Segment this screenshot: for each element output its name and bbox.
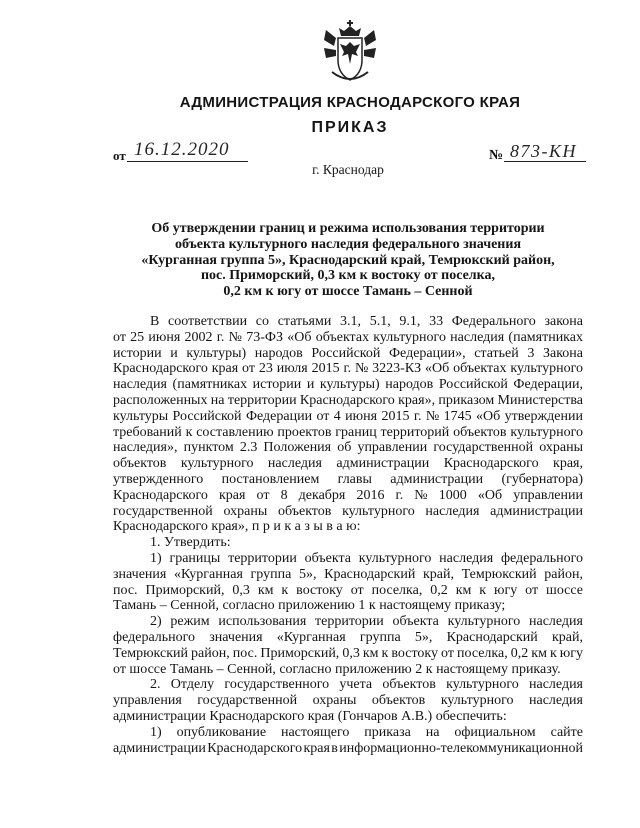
organization-name: АДМИНИСТРАЦИЯ КРАСНОДАРСКОГО КРАЯ <box>179 94 521 111</box>
title-line: объекта культурного наследия федерального значения <box>174 236 522 252</box>
body-line-text: культуры Российской Федерации от 4 июня 2015 г. № 1745 «Об утверждении <box>113 408 583 424</box>
body-line <box>113 472 583 488</box>
document-title <box>113 221 583 300</box>
body-line-text: пос. Приморский, 0,3 км к востоку от поселка, 0,2 км к югу от шоссе <box>113 582 583 598</box>
body-line-text: 1. Утвердить: <box>150 535 231 551</box>
body-line <box>113 393 583 409</box>
body-line <box>113 725 583 741</box>
body-line <box>113 409 583 425</box>
body-line-text: Краснодарского края от 23 июля 2015 г. № 3223-КЗ «Об объектах культурного <box>113 361 583 377</box>
body-line <box>113 519 583 535</box>
body-line-text: утвержденного постановлением главы администрации (губернатора) <box>113 471 583 487</box>
body-line <box>113 567 583 583</box>
body-line-text: объектов культурного наследия администрации Краснодарского края, <box>113 456 583 472</box>
body-line <box>113 662 583 678</box>
body-line <box>113 535 583 551</box>
body-line <box>113 440 583 456</box>
body-line-text: В соответствии со статьями 3.1, 5.1, 9.1, 33 Федерального закона <box>150 314 583 329</box>
body-line <box>113 614 583 630</box>
body-line <box>113 488 583 504</box>
paragraph <box>113 725 583 757</box>
paragraph <box>113 614 583 677</box>
body-line <box>113 346 583 362</box>
title-line: 0,2 км к югу от шоссе Тамань – Сенной <box>223 284 473 300</box>
city: г. Краснодар <box>312 162 384 177</box>
body-line <box>113 598 583 614</box>
body-line-text: наследия (памятниках истории и культуры) народов Российской Федерации, <box>113 377 583 393</box>
body-line <box>113 630 583 646</box>
coat-of-arms-icon <box>322 20 378 84</box>
body-line-text: администрации Краснодарского края (Гончаров А.В.) обеспечить: <box>113 708 507 724</box>
body-line <box>113 425 583 441</box>
body-line <box>113 330 583 346</box>
number-underline <box>504 161 586 162</box>
date-label: от <box>113 148 126 163</box>
title-line: пос. Приморский, 0,3 км к востоку от поселка, <box>200 268 496 284</box>
number-handwritten: 873-КН <box>510 141 577 161</box>
body-line <box>113 377 583 393</box>
paragraph <box>113 551 583 614</box>
body-line-text: истории и культуры) народов Российской Федерации», статьей 3 Закона <box>113 345 583 361</box>
body-line-text: федерального значения «Курганная группа 5», Краснодарский край, <box>113 629 583 645</box>
body-line <box>113 646 583 662</box>
paragraph <box>113 314 583 535</box>
body-line <box>113 741 583 757</box>
body-line-text: управления государственной охраны объектов культурного наследия <box>113 693 583 709</box>
body-line <box>113 361 583 377</box>
body-line-text: от 25 июня 2002 г. № 73-ФЗ «Об объектах культурного наследия (памятниках <box>113 329 583 345</box>
body-line <box>113 709 583 725</box>
body-line-text: 2. Отделу государственного учета объектов культурного наследия <box>150 677 583 693</box>
body-line-text: Краснодарского края», п р и к а з ы в а ю: <box>113 519 361 535</box>
body-line-text: Краснодарского края от 8 декабря 2016 г. № 1000 «Об управлении <box>113 487 583 503</box>
paragraph <box>113 677 583 724</box>
document-type: ПРИКАЗ <box>311 119 389 136</box>
paragraph <box>113 535 583 551</box>
body-line <box>113 583 583 599</box>
body-line-text: значения «Курганная группа 5», Краснодарский край, Темрюкский район, <box>113 566 583 582</box>
body-line-text: государственной охраны объектов культурного наследия администрации <box>113 503 583 519</box>
date-handwritten: 16.12.2020 <box>134 139 230 160</box>
body-line-text: Темрюкский район, пос. Приморский, 0,3 км к востоку от поселка, 0,2 км к югу <box>113 645 583 661</box>
body-line <box>113 504 583 520</box>
body-line <box>113 551 583 567</box>
title-line: «Курганная группа 5», Краснодарский край, Темрюкский район, <box>141 252 555 268</box>
body-line-text: Тамань – Сенной, согласно приложению 1 к настоящему приказу; <box>113 598 506 614</box>
number-label: № <box>489 148 504 163</box>
body-line-text: требований к составлению проектов границ территорий объектов культурного <box>113 424 583 440</box>
body-line <box>113 456 583 472</box>
body-line-text: от шоссе Тамань – Сенной, согласно приложению 2 к настоящему приказу. <box>113 661 561 677</box>
body-line <box>113 677 583 693</box>
body-line-text: 1) опубликование настоящего приказа на официальном сайте <box>150 724 583 740</box>
body-line <box>113 314 583 330</box>
body-line-text: 2) режим использования территории объекта культурного наследия <box>150 614 583 630</box>
body-line-text: 1) границы территории объекта культурного наследия федерального <box>150 550 583 566</box>
document-body <box>113 314 583 756</box>
date-underline <box>127 161 248 162</box>
body-line-text: наследия», пунктом 2.3 Положения об управлении государственной охраны <box>113 440 583 456</box>
body-line-text: расположенных на территории Краснодарского края», приказом Министерства <box>113 392 583 408</box>
body-line <box>113 693 583 709</box>
body-line-text: администрации Краснодарского края в информационно-телекоммуникационной <box>113 740 583 756</box>
title-line: Об утверждении границ и режима использования территории <box>151 221 545 236</box>
